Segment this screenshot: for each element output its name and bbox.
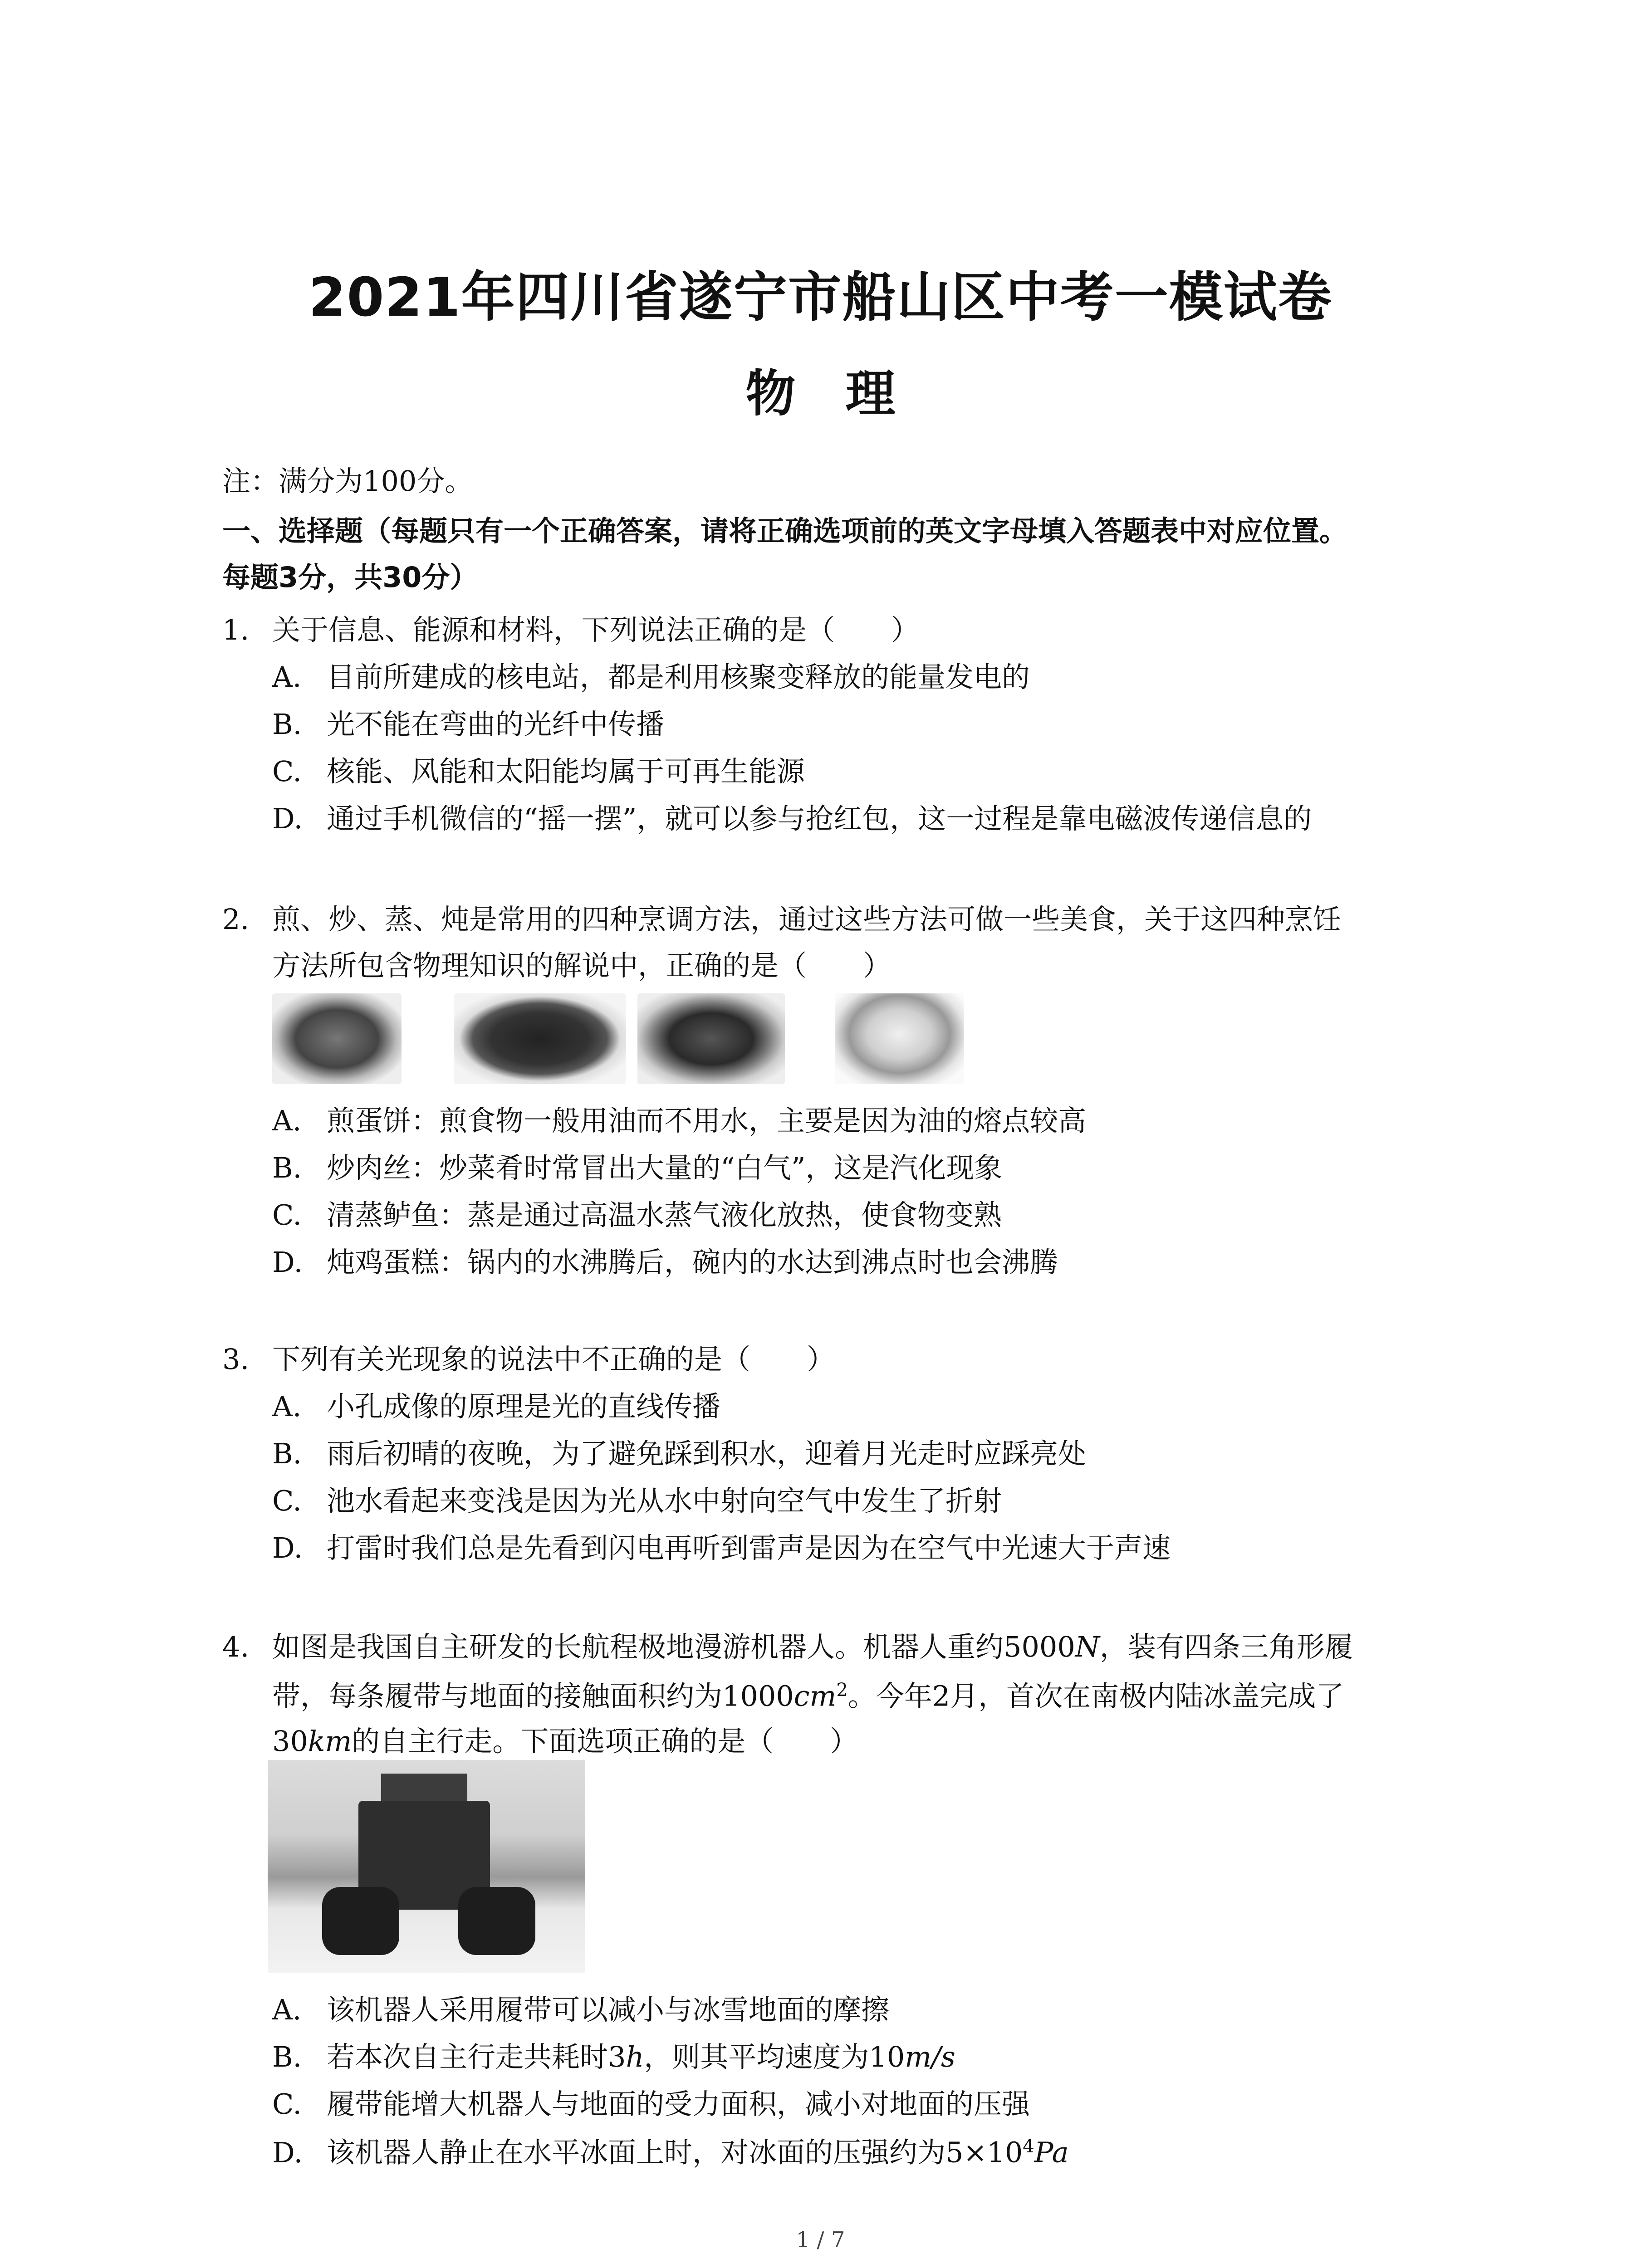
question-4-stem-cont1 [272, 1681, 1344, 1711]
question-3-stem [222, 1345, 835, 1374]
question-4-stem-cont2 [272, 1725, 858, 1758]
question-number: 3. [222, 1343, 250, 1376]
option-letter: D. [272, 1246, 303, 1279]
question-1-stem [222, 613, 920, 646]
option-letter: C. [272, 1484, 302, 1517]
question-text: 。今年2月，首次在南极内陆冰盖完成了 [847, 1679, 1344, 1713]
option-letter: A. [272, 1104, 302, 1137]
q2-option-a [272, 1104, 1087, 1137]
q3-option-b [272, 1437, 1087, 1470]
option-text: 打雷时我们总是先看到闪电再听到雷声是因为在空气中光速大于声速 [327, 1531, 1171, 1564]
q4-option-a [272, 1993, 890, 2026]
option-letter: C. [272, 2087, 302, 2121]
option-letter: D. [272, 802, 303, 835]
question-text: 煎、炒、蒸、炖是常用的四种烹调方法，通过这些方法可做一些美食，关于这四种烹饪 [272, 903, 1342, 936]
q2-option-c [272, 1198, 1002, 1232]
unit: Pa [1034, 2136, 1069, 2169]
section-heading-line2: 每题3分，共30分） [222, 561, 478, 594]
option-text: 炖鸡蛋糕：锅内的水沸腾后，碗内的水达到沸点时也会沸腾 [327, 1246, 1058, 1279]
fried-egg-image [272, 993, 402, 1084]
option-letter: A. [272, 1993, 302, 2026]
option-text: 清蒸鲈鱼：蒸是通过高温水蒸气液化放热，使食物变熟 [327, 1198, 1002, 1232]
question-4-stem [222, 1630, 1353, 1663]
score-note: 注：满分为100分。 [222, 464, 473, 498]
page-number: 1 / 7 [796, 2227, 845, 2253]
q4-option-b [272, 2040, 955, 2073]
option-letter: A. [272, 1390, 302, 1423]
option-text: 通过手机微信的“摇一摆”，就可以参与抢红包，这一过程是靠电磁波传递信息的 [327, 802, 1312, 835]
unit: cm [794, 1679, 837, 1713]
option-letter: B. [272, 1437, 302, 1470]
subject-title: 物理 [745, 365, 945, 423]
unit: h [626, 2040, 644, 2073]
robot-track [458, 1887, 535, 1955]
option-letter: C. [272, 1198, 302, 1232]
unit: km [308, 1725, 352, 1758]
question-number: 4. [222, 1630, 250, 1663]
question-number: 2. [222, 903, 250, 936]
question-text: 关于信息、能源和材料，下列说法正确的是（ ） [272, 613, 920, 646]
option-letter: A. [272, 660, 302, 694]
option-text: 池水看起来变浅是因为光从水中射向空气中发生了折射 [327, 1484, 1002, 1517]
option-text: 履带能增大机器人与地面的受力面积，减小对地面的压强 [327, 2087, 1030, 2121]
question-2-stem-cont: 方法所包含物理知识的解说中，正确的是（ ） [272, 949, 892, 982]
option-text: 小孔成像的原理是光的直线传播 [327, 1390, 721, 1423]
option-text: 若本次自主行走共耗时3 [327, 2040, 626, 2073]
question-2-stem [222, 905, 1341, 934]
exponent: 2 [836, 1680, 848, 1701]
q1-option-c [272, 755, 805, 788]
steamed-fish-image [637, 993, 785, 1084]
unit: N [1075, 1630, 1100, 1663]
option-letter: B. [272, 708, 302, 741]
option-text: 光不能在弯曲的光纤中传播 [327, 708, 665, 741]
egg-custard-image [835, 993, 964, 1084]
option-text: 目前所建成的核电站，都是利用核聚变释放的能量发电的 [327, 660, 1030, 694]
option-text: 该机器人静止在水平冰面上时，对冰面的压强约为5×10 [327, 2136, 1023, 2169]
q4-option-d [272, 2137, 1069, 2167]
q1-option-a [272, 660, 1030, 694]
question-text: 如图是我国自主研发的长航程极地漫游机器人。机器人重约5000 [272, 1630, 1075, 1663]
option-letter: C. [272, 755, 302, 788]
question-text: 的自主行走。下面选项正确的是（ ） [352, 1725, 858, 1758]
option-text: ，则其平均速度为10 [644, 2040, 905, 2073]
option-letter: D. [272, 2136, 303, 2169]
q1-option-b [272, 708, 665, 741]
exam-title: 2021年四川省遂宁市船山区中考一模试卷 [309, 266, 1332, 328]
q3-option-a [272, 1390, 721, 1423]
q2-option-b [272, 1151, 1003, 1184]
stir-fry-image [454, 993, 626, 1084]
option-text: 核能、风能和太阳能均属于可再生能源 [327, 755, 805, 788]
robot-track [322, 1887, 399, 1955]
unit: m/s [905, 2040, 955, 2073]
option-letter: B. [272, 1151, 302, 1184]
option-text: 煎蛋饼：煎食物一般用油而不用水，主要是因为油的熔点较高 [327, 1104, 1087, 1137]
option-letter: B. [272, 2040, 302, 2073]
question-text: ，装有四条三角形履 [1100, 1630, 1353, 1663]
question-number: 1. [222, 613, 250, 646]
option-letter: D. [272, 1531, 303, 1564]
q3-option-d [272, 1531, 1171, 1564]
q2-option-d [272, 1246, 1058, 1279]
exponent: 4 [1023, 2136, 1034, 2157]
option-text: 雨后初晴的夜晚，为了避免踩到积水，迎着月光走时应踩亮处 [327, 1437, 1087, 1470]
option-text: 炒肉丝：炒菜肴时常冒出大量的“白气”，这是汽化现象 [327, 1151, 1003, 1184]
q1-option-d [272, 802, 1312, 835]
question-text: 带，每条履带与地面的接触面积约为1000 [272, 1679, 794, 1713]
option-text: 该机器人采用履带可以减小与冰雪地面的摩擦 [327, 1993, 890, 2026]
q4-option-c [272, 2087, 1030, 2121]
q3-option-c [272, 1484, 1002, 1517]
question-text: 30 [272, 1725, 308, 1758]
polar-robot-image [268, 1760, 585, 1973]
question-text: 下列有关光现象的说法中不正确的是（ ） [272, 1343, 835, 1376]
section-heading-line1: 一、选择题（每题只有一个正确答案，请将正确选项前的英文字母填入答题表中对应位置。 [222, 514, 1348, 547]
